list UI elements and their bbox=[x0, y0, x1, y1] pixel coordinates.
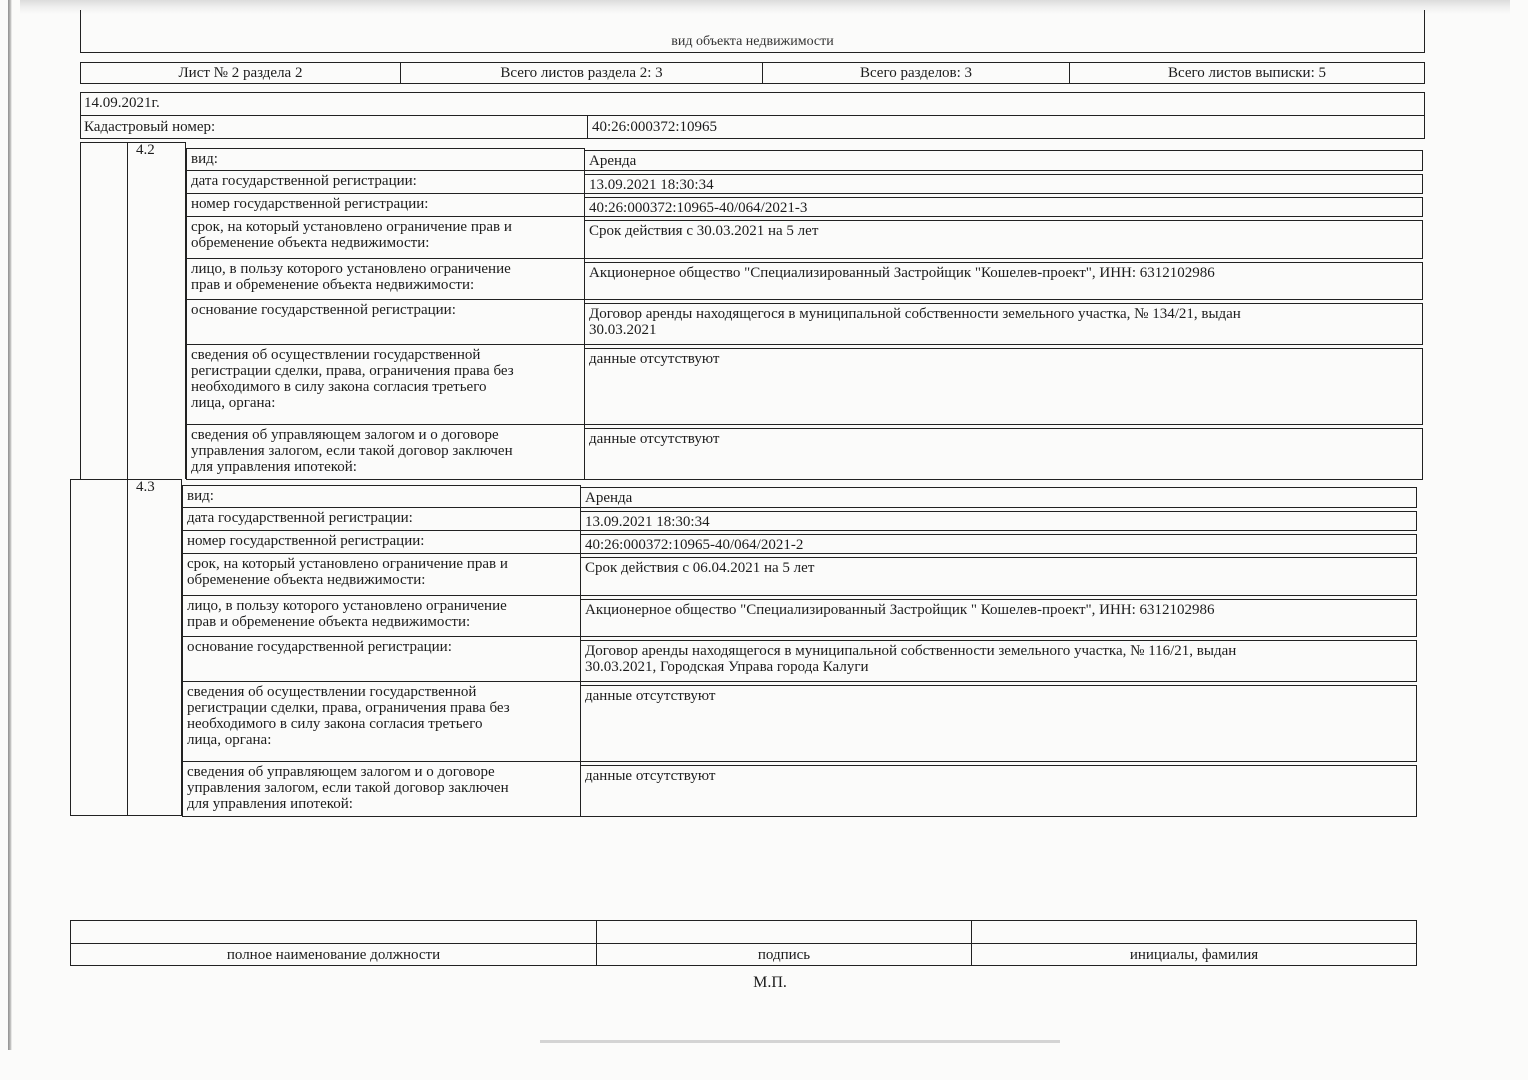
object-type-box bbox=[80, 10, 1425, 53]
cadastral-number: 40:26:000372:10965 bbox=[587, 115, 1425, 139]
field-value bbox=[584, 220, 1423, 259]
scan-edge-left bbox=[8, 0, 12, 1050]
field-value bbox=[580, 534, 1417, 554]
entry-outer-column bbox=[70, 479, 128, 816]
field-label bbox=[186, 424, 585, 480]
field-label bbox=[186, 148, 585, 171]
signature-table bbox=[70, 920, 1417, 966]
field-value-line: 13.09.2021 18:30:34 bbox=[585, 514, 710, 530]
field-value-line: Аренда bbox=[589, 153, 637, 169]
field-value bbox=[580, 557, 1417, 596]
field-label bbox=[186, 216, 585, 259]
field-value-line: 30.03.2021, Городская Управа города Калуги bbox=[585, 659, 869, 675]
field-label bbox=[182, 553, 581, 596]
field-value bbox=[584, 303, 1423, 345]
field-label bbox=[186, 170, 585, 194]
field-value bbox=[580, 640, 1417, 682]
field-label-line: обременение объекта недвижимости: bbox=[191, 235, 430, 251]
field-value-line: данные отсутствуют bbox=[585, 768, 716, 784]
field-label bbox=[182, 595, 581, 637]
extract-date: 14.09.2021г. bbox=[80, 92, 1425, 116]
field-label-line: основание государственной регистрации: bbox=[191, 302, 456, 318]
field-value bbox=[580, 487, 1417, 508]
field-label-line: сведения об управляющем залогом и о договоре bbox=[187, 764, 495, 780]
field-value bbox=[580, 599, 1417, 637]
sections-total: Всего разделов: 3 bbox=[762, 62, 1070, 84]
field-label bbox=[182, 507, 581, 531]
field-value-line: 40:26:000372:10965-40/064/2021-2 bbox=[585, 537, 804, 553]
sheet-info-row bbox=[80, 62, 1425, 84]
field-label bbox=[186, 299, 585, 345]
field-label-line: номер государственной регистрации: bbox=[191, 196, 429, 212]
entry-number: 4.3 bbox=[136, 479, 155, 495]
field-value bbox=[584, 150, 1423, 171]
field-label-line: регистрации сделки, права, ограничения права без bbox=[187, 700, 510, 716]
field-label-line: регистрации сделки, права, ограничения права без bbox=[191, 363, 514, 379]
field-value-line: Акционерное общество "Специализированный Застройщик " Кошелев-проект", ИНН: 6312102986 bbox=[585, 602, 1215, 618]
field-value bbox=[584, 262, 1423, 300]
field-label-line: прав и обременение объекта недвижимости: bbox=[187, 614, 471, 630]
field-value-line: 13.09.2021 18:30:34 bbox=[589, 177, 714, 193]
field-label-line: прав и обременение объекта недвижимости: bbox=[191, 277, 475, 293]
entry-number-column bbox=[128, 479, 182, 816]
field-label-line: срок, на который установлено ограничение прав и bbox=[191, 219, 512, 235]
name-label: инициалы, фамилия bbox=[1129, 947, 1259, 963]
entry-outer-column bbox=[80, 142, 128, 479]
field-value-line: Срок действия с 30.03.2021 на 5 лет bbox=[589, 223, 819, 239]
field-label-line: сведения об управляющем залогом и о договоре bbox=[191, 427, 499, 443]
signature-cell bbox=[596, 920, 972, 966]
field-label bbox=[182, 530, 581, 554]
cadastral-row bbox=[80, 115, 1425, 139]
date-row bbox=[80, 92, 1425, 116]
field-value bbox=[584, 174, 1423, 194]
field-label-line: вид: bbox=[191, 151, 218, 167]
field-value-line: Аренда bbox=[585, 490, 633, 506]
field-value-line: данные отсутствуют bbox=[589, 351, 720, 367]
field-value-line: 30.03.2021 bbox=[589, 322, 657, 338]
scan-edge-bottom bbox=[540, 1040, 1060, 1043]
sheets-in-section: Всего листов раздела 2: 3 bbox=[400, 62, 763, 84]
field-label bbox=[182, 636, 581, 682]
sheets-total: Всего листов выписки: 5 bbox=[1069, 62, 1425, 84]
field-label-line: срок, на который установлено ограничение прав и bbox=[187, 556, 508, 572]
field-label-line: для управления ипотекой: bbox=[191, 459, 357, 475]
field-label bbox=[186, 344, 585, 425]
field-label-line: управления залогом, если такой договор заключен bbox=[187, 780, 509, 796]
field-label bbox=[182, 485, 581, 508]
name-cell bbox=[971, 920, 1417, 966]
field-label-line: для управления ипотекой: bbox=[187, 796, 353, 812]
field-value-line: 40:26:000372:10965-40/064/2021-3 bbox=[589, 200, 808, 216]
field-label bbox=[186, 258, 585, 300]
field-value-line: Срок действия с 06.04.2021 на 5 лет bbox=[585, 560, 815, 576]
field-value bbox=[584, 197, 1423, 217]
field-label-line: вид: bbox=[187, 488, 214, 504]
field-label-line: необходимого в силу закона согласия третьего bbox=[191, 379, 487, 395]
field-label-line: сведения об осуществлении государственной bbox=[191, 347, 481, 363]
field-value bbox=[584, 428, 1423, 480]
entry-separator bbox=[80, 142, 186, 143]
field-label-line: номер государственной регистрации: bbox=[187, 533, 425, 549]
stamp-place: М.П. bbox=[753, 974, 787, 991]
field-label-line: дата государственной регистрации: bbox=[191, 173, 417, 189]
field-label-line: обременение объекта недвижимости: bbox=[187, 572, 426, 588]
field-value bbox=[584, 348, 1423, 425]
field-label bbox=[182, 681, 581, 762]
field-label-line: необходимого в силу закона согласия третьего bbox=[187, 716, 483, 732]
entry-separator bbox=[70, 479, 182, 480]
field-label-line: лицо, в пользу которого установлено ограничение bbox=[191, 261, 511, 277]
position-cell bbox=[70, 920, 597, 966]
field-value-line: Договор аренды находящегося в муниципальной собственности земельного участка, № 134/21, выдан bbox=[589, 306, 1241, 322]
field-value bbox=[580, 765, 1417, 817]
field-value-line: Договор аренды находящегося в муниципальной собственности земельного участка, № 116/21, выдан bbox=[585, 643, 1237, 659]
entry-number: 4.2 bbox=[136, 142, 155, 158]
signature-label: подпись bbox=[757, 947, 811, 963]
object-type-label: вид объекта недвижимости bbox=[671, 34, 834, 49]
position-label: полное наименование должности bbox=[226, 947, 441, 963]
field-label-line: дата государственной регистрации: bbox=[187, 510, 413, 526]
cadastral-label: Кадастровый номер: bbox=[80, 115, 588, 139]
field-label bbox=[186, 193, 585, 217]
field-label-line: лицо, в пользу которого установлено ограничение bbox=[187, 598, 507, 614]
sheet-number: Лист № 2 раздела 2 bbox=[80, 62, 401, 84]
field-label-line: лица, органа: bbox=[187, 732, 272, 748]
entry-number-column bbox=[128, 142, 186, 479]
field-label-line: лица, органа: bbox=[191, 395, 276, 411]
field-label bbox=[182, 761, 581, 817]
field-value-line: Акционерное общество "Специализированный Застройщик "Кошелев-проект", ИНН: 6312102986 bbox=[589, 265, 1215, 281]
field-value bbox=[580, 511, 1417, 531]
field-value-line: данные отсутствуют bbox=[589, 431, 720, 447]
field-label-line: сведения об осуществлении государственной bbox=[187, 684, 477, 700]
field-label-line: основание государственной регистрации: bbox=[187, 639, 452, 655]
field-value-line: данные отсутствуют bbox=[585, 688, 716, 704]
field-label-line: управления залогом, если такой договор заключен bbox=[191, 443, 513, 459]
field-value bbox=[580, 685, 1417, 762]
